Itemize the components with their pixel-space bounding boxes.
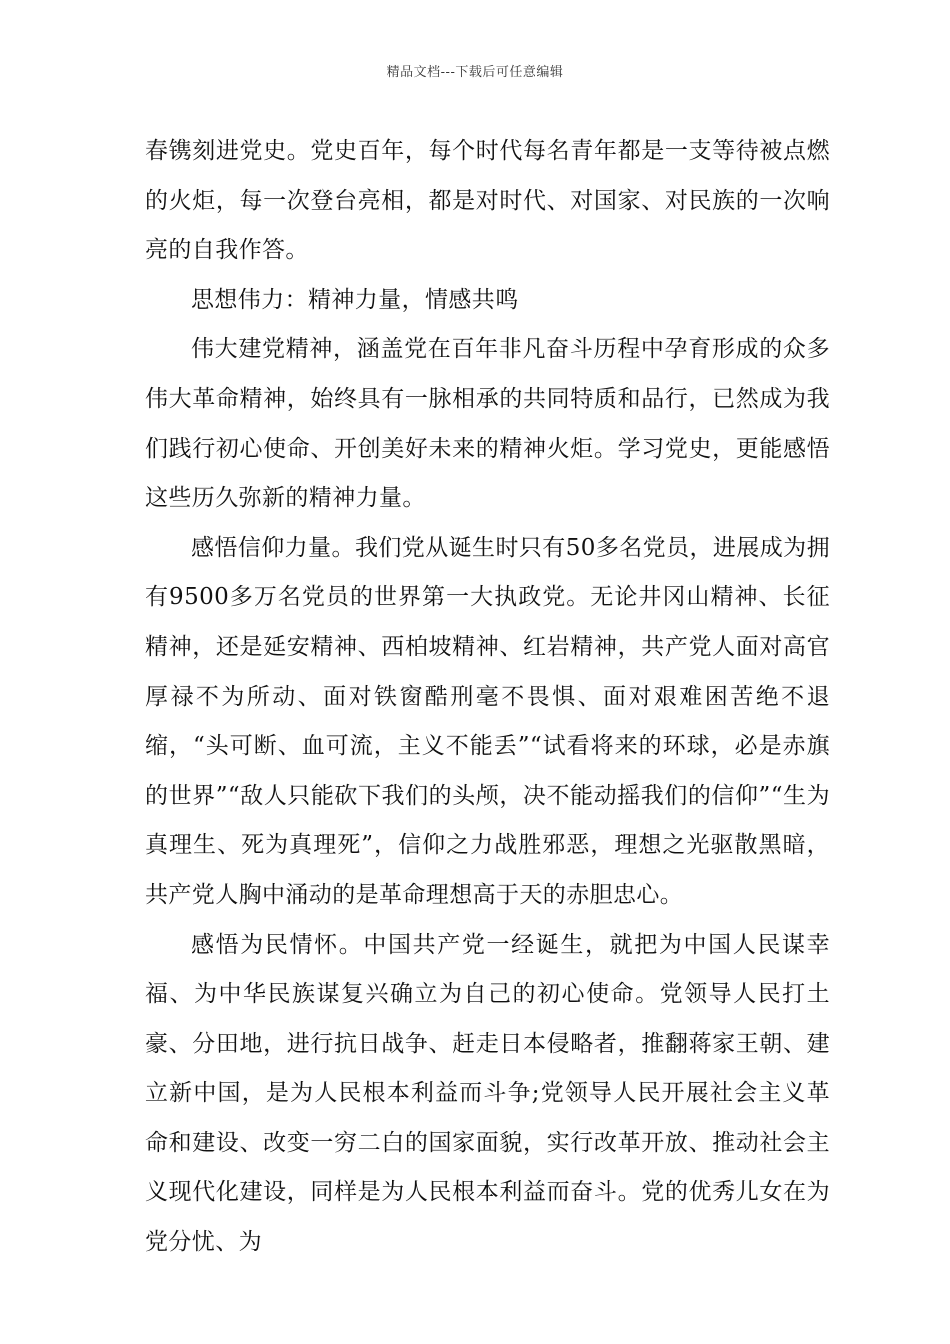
paragraph: 伟大建党精神，涵盖党在百年非凡奋斗历程中孕育形成的众多伟大革命精神，始终具有一脉相承的共同特质和品行，已然成为我们践行初心使命、开创美好未来的精神火炬。学习党史，更能感悟这些历久弥新的精神力量。: [145, 336, 830, 512]
page-header: 精品文档---下载后可任意编辑: [386, 65, 564, 80]
paragraph: 春镌刻进党史。党史百年，每个时代每名青年都是一支等待被点燃的火炬，每一次登台亮相，都是对时代、对国家、对民族的一次响亮的自我作答。: [145, 138, 830, 264]
section-heading: 思想伟力：精神力量，情感共鸣: [191, 286, 519, 313]
document-body: [145, 127, 830, 1268]
paragraph: 感悟为民情怀。中国共产党一经诞生，就把为中国人民谋幸福、为中华民族谋复兴确立为自己的初心使命。党领导人民打土豪、分田地，进行抗日战争、赶走日本侵略者，推翻蒋家王朝、建立新中国，是为人民根本利益而斗争;党领导人民开展社会主义革命和建设、改变一穷二白的国家面貌，实行改革开放、推动社会主义现代化建设，同样是为人民根本利益而奋斗。党的优秀儿女在为党分忧、为: [145, 931, 830, 1256]
paragraph: 感悟信仰力量。我们党从诞生时只有50多名党员，进展成为拥有9500多万名党员的世界第一大执政党。无论井冈山精神、长征精神，还是延安精神、西柏坡精神、红岩精神，共产党人面对高官厚禄不为所动、面对铁窗酷刑毫不畏惧、面对艰难困苦绝不退缩，“头可断、血可流，主义不能丢”“试看将来的环球，必是赤旗的世界”“敌人只能砍下我们的头颅，决不能动摇我们的信仰”“生为真理生、死为真理死”，信仰之力战胜邪恶，理想之光驱散黑暗，共产党人胸中涌动的是革命理想高于天的赤胆忠心。: [145, 534, 830, 908]
